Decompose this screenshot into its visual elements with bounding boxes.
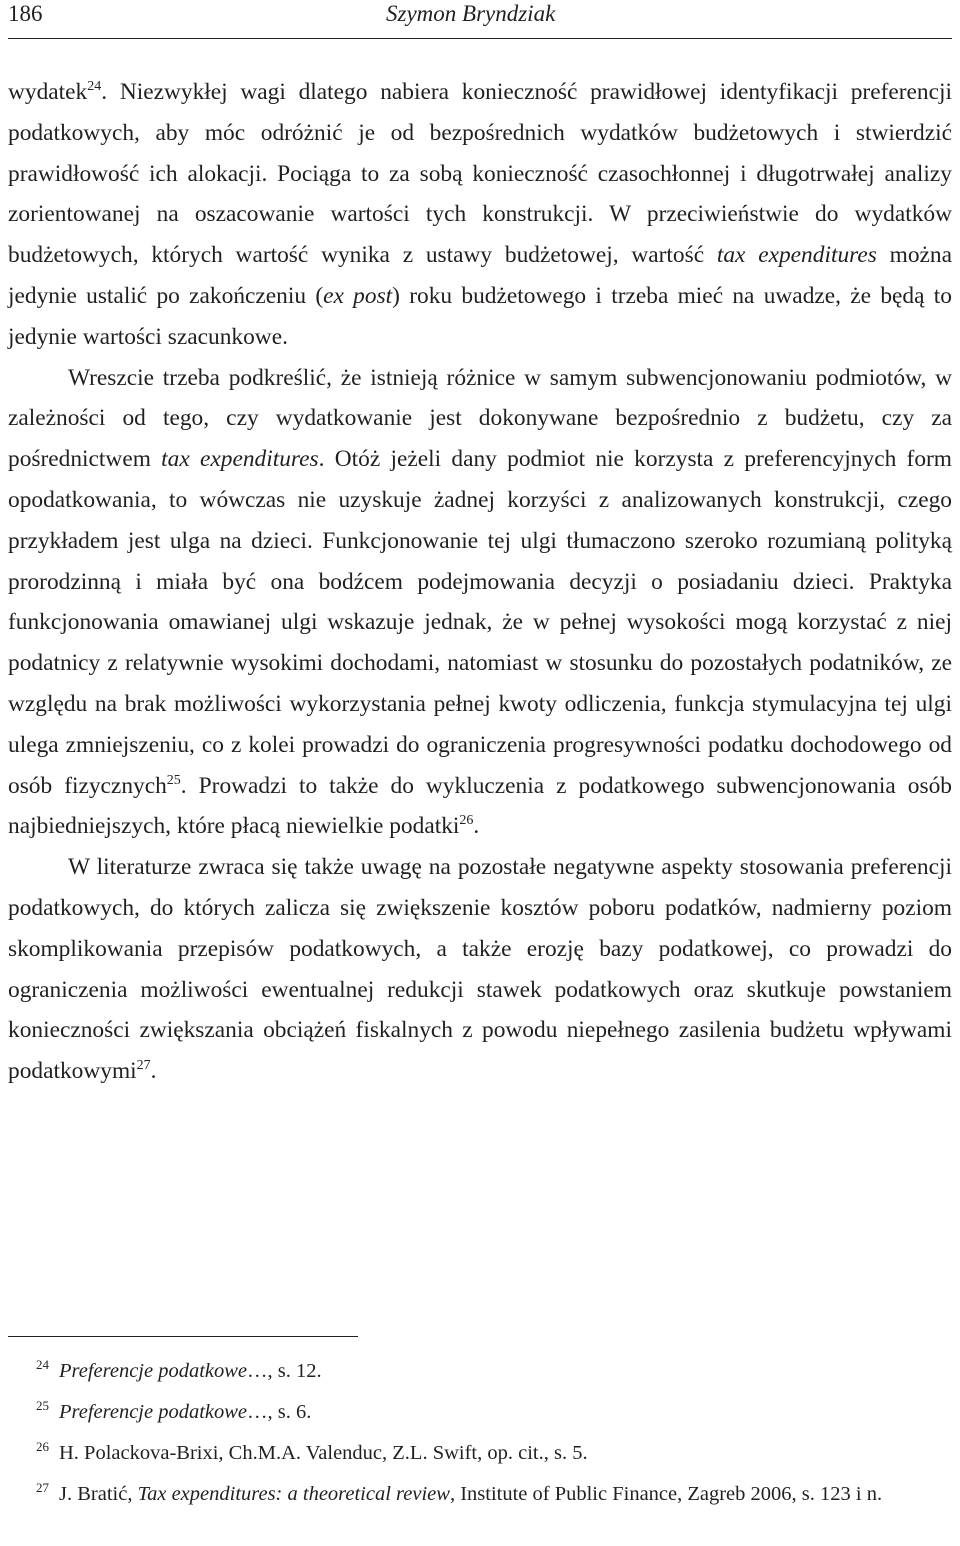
body-text	[8, 72, 952, 1092]
footnote	[8, 1479, 952, 1510]
text-run: . Otóż jeżeli dany podmiot nie korzysta z preferencyjnych form opodatkowania, to wówczas nie uzyskuje żadnej korzyści z analizowanych konstrukcji, czego przykładem jest ulga na dzieci. Funkcjonowanie tej ulgi tłumaczono szeroko rozumianą polityką prorodzinną i miała być ona bodźcem podejmowania decyzji o posiadaniu dzieci. Praktyka funkcjonowania omawianej ulgi wskazuje jednak, że w pełnej wysokości mogą korzystać z niej podatnicy z relatywnie wysokimi dochodami, natomiast w stosunku do pozostałych podatników, ze względu na brak możliwości wykorzystania pełnej kwoty odliczenia, funkcja stymulacyjna tej ulgi ulega zmniejszeniu, co z kolei prowadzi do ograniczenia progresywności podatku dochodowego od osób fizycznych	[8, 446, 953, 799]
page-number: 186	[8, 1, 43, 26]
running-head-author: Szymon Bryndziak	[386, 1, 556, 26]
footnote-number: 26	[36, 1439, 49, 1454]
footnote-reference: 24	[87, 79, 102, 94]
italic-text: Tax expenditures: a theoretical review	[137, 1483, 450, 1505]
paragraph	[8, 847, 952, 1092]
footnote	[8, 1438, 952, 1469]
italic-text: ex post	[323, 282, 393, 309]
footnote-reference: 25	[166, 772, 181, 788]
footnote-reference: 27	[136, 1058, 151, 1074]
text-run: można jedynie ustalić po zakończeniu (	[8, 242, 952, 309]
footnote	[8, 1356, 952, 1387]
footnote	[8, 1397, 952, 1428]
text-run: wydatek	[8, 79, 88, 105]
text-run: . Prowadzi to także do wykluczenia z podatkowego subwencjonowania osób najbiedniejszych, które płacą niewielkie podatki	[8, 772, 952, 840]
text-run: Wreszcie trzeba podkreślić, że istnieją różnice w samym subwencjonowaniu podmiotów, w zależności od tego, czy wydatkowanie jest dokonywane bezpośrednio z budżetu, czy za pośrednictwem	[8, 364, 952, 473]
footnote-number: 25	[36, 1398, 49, 1413]
paragraph	[8, 72, 952, 358]
italic-text: tax expenditures	[161, 446, 319, 473]
text-run: .	[473, 813, 480, 840]
text-run: W literaturze zwraca się także uwagę na pozostałe negatywne aspekty stosowania preferencji podatkowych, do których zalicza się zwiększenie kosztów poboru podatków, nadmierny poziom skomplikowania przepisów podatkowych, a także erozję bazy podatkowej, co prowadzi do ograniczenia możliwości ewentualnej redukcji stawek podatkowych oraz skutkuje powstaniem konieczności zwiększania obciążeń fiskalnych z powodu niepełnego zasilenia budżetu wpływami podatkowymi	[8, 854, 952, 1085]
text-run: ) roku budżetowego i trzeba mieć na uwadze, że będą to jedynie wartości szacunkowe.	[8, 282, 952, 350]
text-run: …, s. 6.	[247, 1401, 312, 1423]
footnote-divider	[8, 1336, 358, 1337]
paragraph	[8, 358, 952, 848]
italic-text: Preferencje podatkowe	[59, 1360, 248, 1382]
footnote-number: 24	[36, 1357, 49, 1372]
text-run: .	[150, 1058, 157, 1085]
text-run: J. Bratić,	[59, 1483, 138, 1505]
footnote-number: 27	[36, 1480, 49, 1495]
italic-text: tax expenditures	[716, 242, 877, 269]
text-run: H. Polackova-Brixi, Ch.M.A. Valenduc, Z.L. Swift, op. cit., s. 5.	[59, 1442, 588, 1464]
text-run: …, s. 12.	[247, 1360, 322, 1382]
text-run: . Niezwykłej wagi dlatego nabiera konieczność prawidłowej identyfikacji preferencji podatkowych, aby móc odróżnić je od bezpośrednich wydatków budżetowych i stwierdzić prawidłowość ich alokacji. Pociąga to za sobą konieczność czasochłonnej i długotrwałej analizy zorientowanej na oszacowanie wartości tych konstrukcji. W przeciwieństwie do wydatków budżetowych, których wartość wynika z ustawy budżetowej, wartość	[8, 79, 952, 269]
footnote-reference: 26	[459, 813, 474, 829]
italic-text: Preferencje podatkowe	[59, 1401, 248, 1423]
page-header	[8, 0, 952, 39]
text-run: , Institute of Public Finance, Zagreb 2006, s. 123 i n.	[449, 1483, 883, 1505]
footnotes	[8, 1356, 952, 1520]
